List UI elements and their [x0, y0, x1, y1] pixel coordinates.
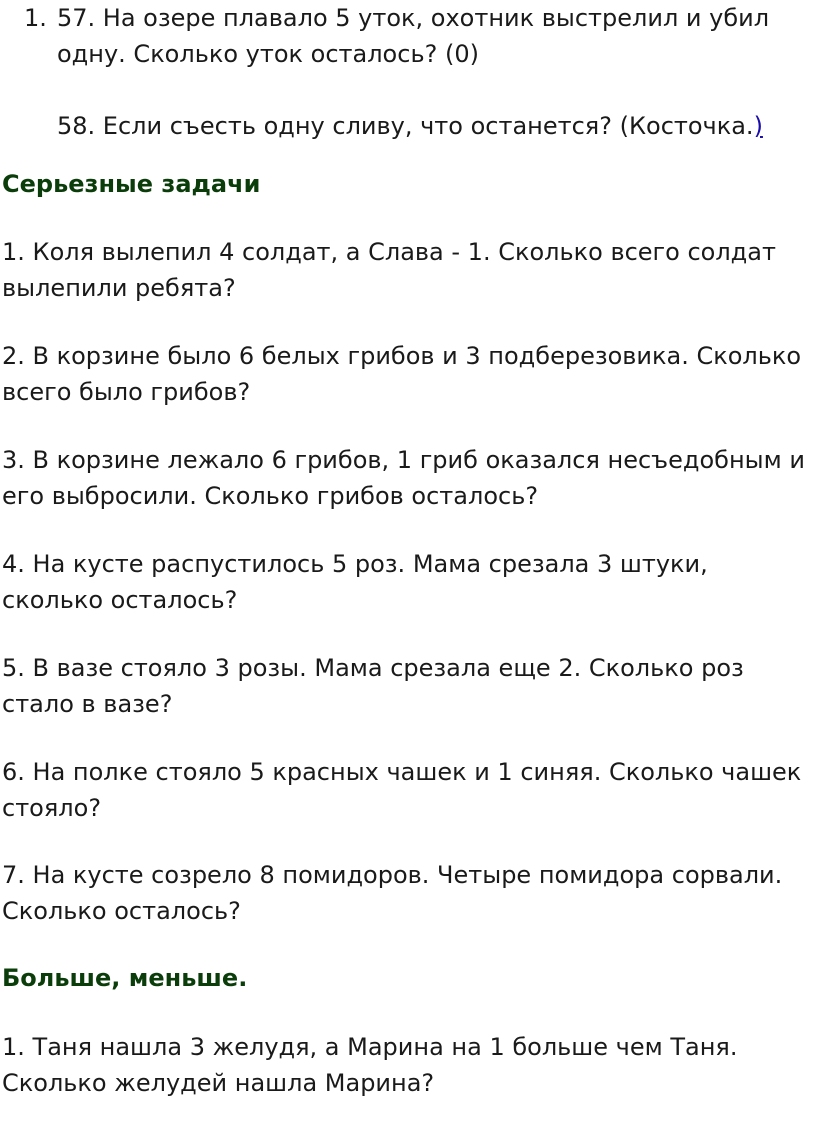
task-block	[2, 650, 814, 722]
task-item: 1. Коля вылепил 4 солдат, а Слава - 1. Сколько всего солдат вылепили ребята?	[2, 238, 776, 302]
task-block	[2, 754, 814, 826]
task-block	[2, 546, 814, 618]
task-item: 4. На кусте распустилось 5 роз. Мама срезала 3 штуки, сколько осталось?	[2, 550, 708, 614]
task-item: 2. В корзине было 6 белых грибов и 3 подберезовика. Сколько всего было грибов?	[2, 342, 802, 406]
riddle-58	[57, 108, 807, 144]
section-heading: Серьезные задачи	[2, 170, 261, 198]
numbered-list	[0, 0, 816, 144]
task-item: 5. В вазе стояло 3 розы. Мама срезала еще 2. Сколько роз стало в вазе?	[2, 654, 744, 718]
task-block	[2, 857, 814, 929]
riddle-58-text: 58. Если съесть одну сливу, что останется? (Косточка.	[57, 112, 754, 140]
task-item: 6. На полке стояло 5 красных чашек и 1 синяя. Сколько чашек стояло?	[2, 758, 802, 822]
task-item: 7. На кусте созрело 8 помидоров. Четыре помидора сорвали. Сколько осталось?	[2, 861, 783, 925]
section-serious-tasks	[2, 166, 814, 202]
section-more-less	[2, 960, 814, 996]
task-item: 3. В корзине лежало 6 грибов, 1 гриб оказался несъедобным и его выбросили. Сколько грибов осталось?	[2, 446, 805, 510]
list-item	[0, 0, 807, 144]
riddle-57: 57. На озере плавало 5 уток, охотник выстрелил и убил одну. Сколько уток осталось? (0)	[57, 4, 770, 68]
task-block	[2, 338, 814, 410]
task-block	[2, 234, 814, 306]
task-item: 1. Таня нашла 3 желудя, а Марина на 1 больше чем Таня. Сколько желудей нашла Марина?	[2, 1033, 738, 1097]
task-block	[2, 442, 814, 514]
riddle-58-link[interactable]: )	[753, 112, 763, 140]
section-heading: Больше, меньше.	[2, 964, 248, 992]
list-marker: 1.	[24, 4, 47, 32]
task-block	[2, 1029, 814, 1101]
